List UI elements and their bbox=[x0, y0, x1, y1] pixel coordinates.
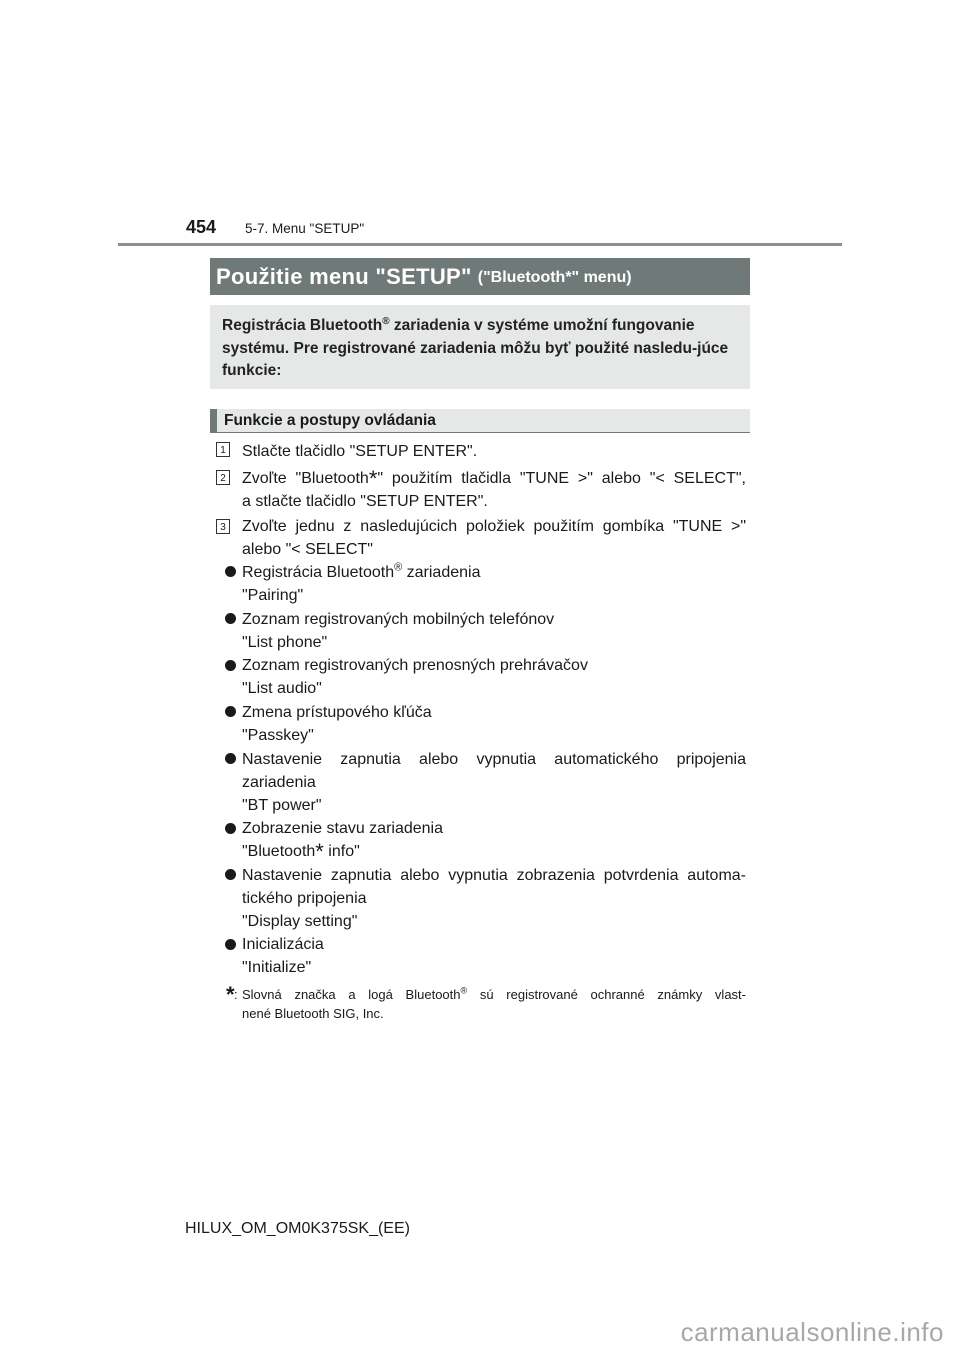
document-code: HILUX_OM_OM0K375SK_(EE) bbox=[185, 1220, 410, 1237]
option-value: "Display setting" bbox=[242, 913, 358, 930]
step-number-badge: 3 bbox=[216, 519, 230, 534]
bullet-icon bbox=[225, 613, 236, 624]
step-number-badge: 1 bbox=[216, 442, 230, 457]
option-label: Zmena prístupového kľúča bbox=[242, 704, 432, 721]
option-value: "Initialize" bbox=[242, 959, 312, 976]
option-value-part: "Bluetooth bbox=[242, 843, 316, 860]
option-label-line: zariadenia bbox=[242, 774, 316, 791]
footnote-asterisk: * bbox=[226, 982, 235, 1007]
option-label: Zobrazenie stavu zariadenia bbox=[242, 820, 444, 837]
registered-mark: ® bbox=[382, 315, 390, 327]
bullet-icon bbox=[225, 706, 236, 717]
footnote-text-part: sú registrované ochranné známky vlast- bbox=[467, 987, 746, 1002]
page-number: 454 bbox=[186, 217, 217, 237]
step-number-badge: 2 bbox=[216, 470, 230, 485]
option-value: "Passkey" bbox=[242, 727, 314, 744]
footnote-line: nené Bluetooth SIG, Inc. bbox=[242, 1006, 384, 1021]
step-text-line bbox=[242, 467, 746, 490]
option-label-line: Nastavenie zapnutia alebo vypnutia zobrazenia potvrdenia automa- bbox=[242, 867, 746, 884]
option-value bbox=[242, 840, 746, 863]
option-label-line: Nastavenie zapnutia alebo vypnutia automatického pripojenia bbox=[242, 751, 746, 768]
header-divider bbox=[118, 243, 842, 246]
step-text-part: Zvoľte "Bluetooth bbox=[242, 470, 369, 487]
subsection-header: Funkcie a postupy ovládania bbox=[210, 409, 750, 433]
bullet-icon bbox=[225, 753, 236, 764]
footnote-line bbox=[242, 985, 746, 1004]
option-label: Zoznam registrovaných prenosných prehrávačov bbox=[242, 657, 588, 674]
step-text-line: Zvoľte jednu z nasledujúcich položiek použitím gombíka "TUNE >" bbox=[242, 518, 746, 535]
option-value: "Pairing" bbox=[242, 587, 304, 604]
section-title-bar bbox=[210, 258, 750, 295]
option-value: "BT power" bbox=[242, 797, 322, 814]
asterisk-mark: * bbox=[368, 466, 378, 491]
option-value: "List audio" bbox=[242, 680, 322, 697]
option-text-part: Registrácia Bluetooth bbox=[242, 564, 395, 581]
bullet-icon bbox=[225, 823, 236, 834]
footnote-colon: : bbox=[234, 987, 238, 1002]
option-label: Zoznam registrovaných mobilných telefónov bbox=[242, 611, 555, 628]
asterisk-mark: * bbox=[315, 839, 324, 864]
chapter-title: 5-7. Menu "SETUP" bbox=[245, 221, 365, 236]
option-label: Inicializácia bbox=[242, 936, 324, 953]
title-sub: ("Bluetooth*" menu) bbox=[477, 268, 632, 286]
intro-box bbox=[210, 305, 750, 389]
option-value-part: info" bbox=[323, 843, 360, 860]
option-label-line: tického pripojenia bbox=[242, 890, 367, 907]
title-main: Použitie menu "SETUP" bbox=[216, 263, 472, 289]
step-text: Stlačte tlačidlo "SETUP ENTER". bbox=[242, 443, 478, 460]
option-text-part: zariadenia bbox=[402, 564, 481, 581]
bullet-icon bbox=[225, 566, 236, 577]
step-text-part: " použitím tlačidla "TUNE >" alebo "< SELECT", bbox=[377, 470, 746, 487]
intro-text-1: Registrácia Bluetooth bbox=[222, 317, 383, 334]
watermark: carmanualsonline.info bbox=[680, 1317, 944, 1347]
step-text-line: alebo "< SELECT" bbox=[242, 541, 373, 558]
option-value: "List phone" bbox=[242, 634, 328, 651]
registered-mark: ® bbox=[394, 561, 403, 574]
footnote-text-part: Slovná značka a logá Bluetooth bbox=[242, 987, 461, 1002]
bullet-icon bbox=[225, 939, 236, 950]
bullet-icon bbox=[225, 660, 236, 671]
registered-mark: ® bbox=[460, 985, 468, 996]
bullet-icon bbox=[225, 869, 236, 880]
step-text-line: a stlačte tlačidlo "SETUP ENTER". bbox=[242, 493, 488, 510]
intro-text-2: zariadenia v systéme umožní fungovanie systému. Pre registrované zariadenia môžu byť použité nasledu-júce funkcie: bbox=[222, 317, 729, 379]
option-label bbox=[242, 561, 746, 584]
